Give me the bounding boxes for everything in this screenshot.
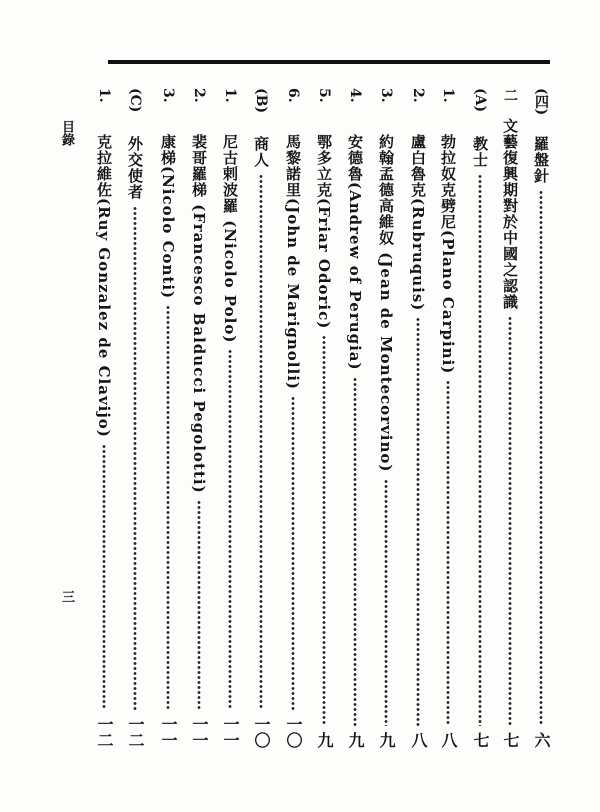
entry-marker: 6. — [285, 88, 301, 103]
dot-leader — [166, 305, 170, 710]
entry-page-number: 一一 — [159, 716, 178, 748]
toc-entry — [311, 88, 337, 748]
toc-entry — [435, 88, 461, 748]
entry-marker: (B) — [253, 88, 269, 114]
entry-title: 羅盤針 — [532, 136, 550, 184]
entry-title: 鄂多立克(Friar Odoric) — [315, 134, 333, 330]
toc-entry — [405, 88, 431, 748]
entry-marker: 3. — [160, 88, 176, 103]
toc-entry — [497, 88, 523, 748]
entry-page-number: 一〇 — [252, 716, 271, 748]
section-label: 目錄 — [59, 120, 74, 146]
entry-marker: (C) — [127, 88, 143, 113]
dot-leader — [508, 316, 512, 726]
dot-leader — [446, 380, 450, 726]
entry-title: 約翰孟德高維奴 (Jean de Montecorvino) — [377, 134, 395, 473]
dot-leader — [478, 174, 482, 726]
toc-entry — [342, 88, 368, 748]
entry-title: 裴哥羅梯 (Francesco Balducci Pegolotti) — [190, 134, 208, 494]
dot-leader — [197, 500, 201, 710]
dot-leader — [416, 317, 420, 726]
dot-leader — [539, 190, 543, 726]
toc-entry — [528, 88, 554, 748]
toc-entry — [217, 88, 243, 748]
entry-title: 馬黎諾里(John de Marignolli) — [284, 134, 302, 391]
toc-entry — [280, 88, 306, 748]
entry-page-number: 九 — [346, 732, 365, 748]
toc-entry — [467, 88, 493, 748]
entry-marker: (A) — [472, 88, 488, 113]
entry-title: 文藝復興期對於中國之認識 — [501, 118, 519, 310]
entry-marker: 2. — [410, 88, 426, 103]
entry-title: 外交使者 — [126, 136, 144, 200]
toc-entry — [122, 88, 148, 748]
entry-page-number: 七 — [501, 732, 520, 748]
toc-entry — [155, 88, 181, 748]
entry-marker: 1. — [440, 88, 456, 103]
entry-marker: (四) — [533, 88, 549, 116]
entry-page-number: 一二 — [95, 716, 114, 748]
entry-page-number: 六 — [532, 732, 551, 748]
entry-page-number: 一二 — [126, 716, 145, 748]
page-folio: 三 — [59, 590, 74, 603]
entry-page-number: 八 — [409, 732, 428, 748]
dot-leader — [384, 479, 388, 726]
toc-entry — [373, 88, 399, 748]
entry-title: 教士 — [471, 136, 489, 168]
entry-marker: 1. — [222, 88, 238, 103]
entry-marker: 2. — [191, 88, 207, 103]
entry-title: 康梯(Nicolo Conti) — [159, 134, 177, 300]
toc-entry — [91, 88, 117, 748]
dot-leader — [102, 444, 106, 710]
entry-page-number: 一一 — [221, 716, 240, 748]
toc-entry — [186, 88, 212, 748]
entry-title: 勃拉奴克劈尼(Plano Carpini) — [439, 134, 457, 375]
entry-page-number: 八 — [439, 732, 458, 748]
entry-marker: 4. — [347, 88, 363, 103]
top-rule — [108, 60, 550, 64]
entry-marker: 5. — [316, 88, 332, 103]
entry-marker: 1. — [96, 88, 112, 103]
entry-page-number: 一一 — [190, 716, 209, 748]
entry-title: 盧白魯克(Rubruquis) — [409, 134, 427, 312]
dot-leader — [228, 349, 232, 710]
entry-page-number: 九 — [377, 732, 396, 748]
dot-leader — [322, 335, 326, 726]
toc-entry — [248, 88, 274, 748]
entry-page-number: 一〇 — [284, 716, 303, 748]
dot-leader — [291, 396, 295, 710]
entry-page-number: 九 — [315, 732, 334, 748]
entry-page-number: 七 — [471, 732, 490, 748]
entry-marker: 3. — [378, 88, 394, 103]
dot-leader — [353, 377, 357, 726]
entry-title: 尼古剌波羅 (Nicolo Polo) — [221, 134, 239, 344]
dot-leader — [259, 174, 263, 710]
entry-title: 克拉維佐(Ruy Gonzalez de Clavijo) — [95, 134, 113, 438]
entry-title: 安德魯(Andrew of Perugia) — [346, 134, 364, 371]
dot-leader — [133, 206, 137, 710]
entry-marker: 二 — [502, 88, 518, 102]
entry-title: 商人 — [252, 136, 270, 168]
